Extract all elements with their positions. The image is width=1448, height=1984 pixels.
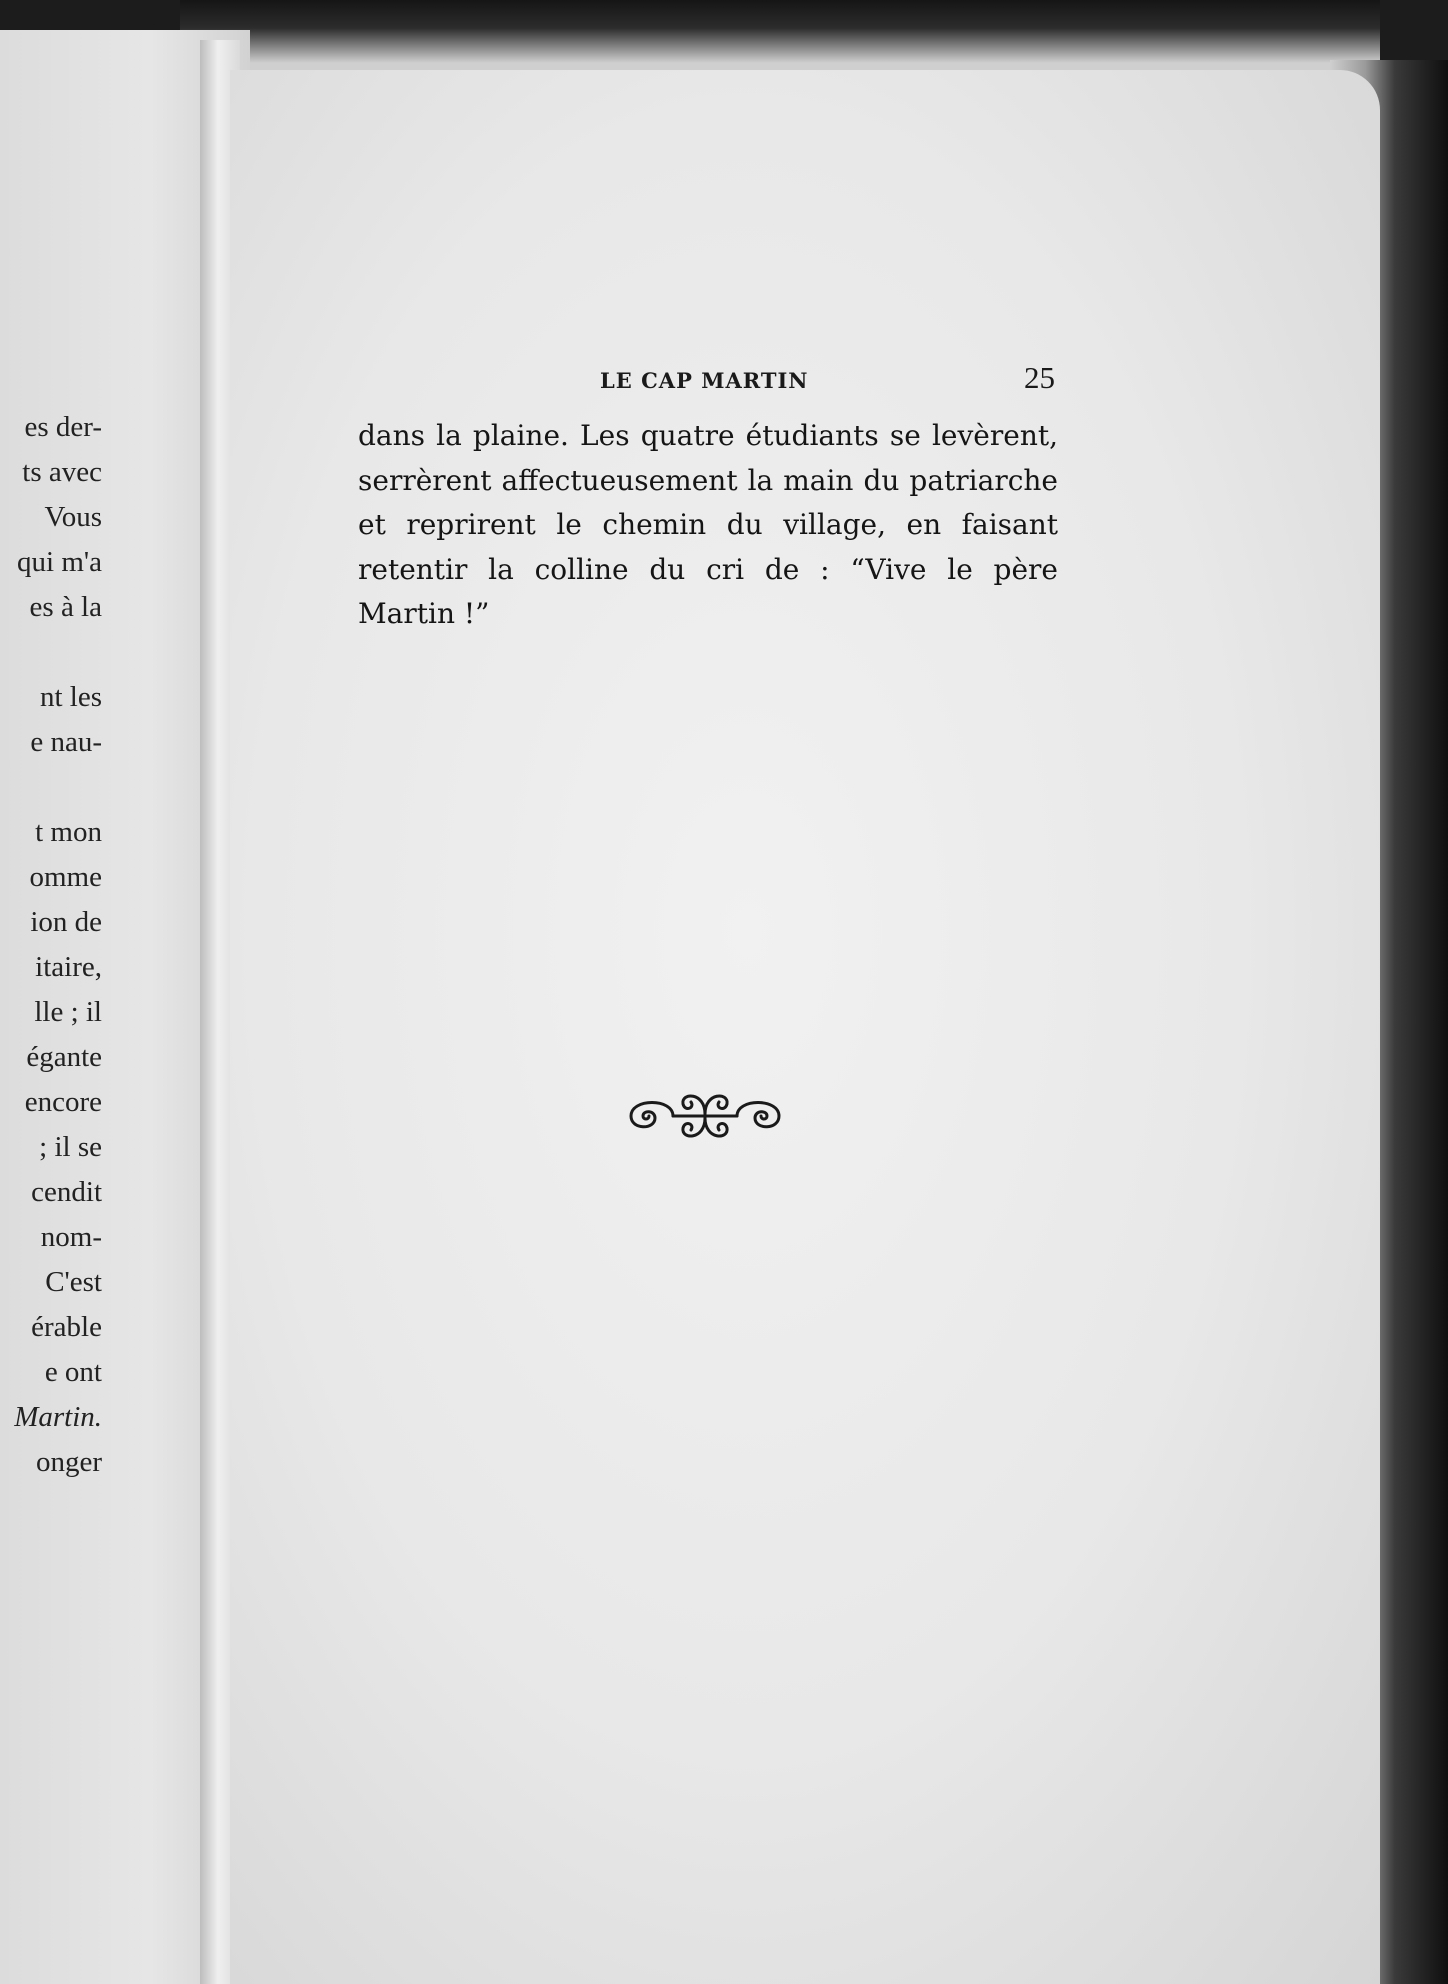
left-line: t mon [35, 816, 102, 848]
left-line: C'est [45, 1266, 102, 1298]
previous-page-text [0, 30, 102, 1485]
left-line: Vous [44, 501, 102, 533]
left-line: nom- [40, 1221, 102, 1253]
text-line: serrèrent affectueusement la main du patriarche [358, 463, 1058, 497]
fleuron-ornament-icon [625, 1084, 785, 1148]
left-line: encore [24, 1086, 102, 1118]
left-line: omme [29, 861, 102, 893]
running-head [600, 360, 1055, 396]
text-line: dans la plaine. Les quatre étudiants se levèrent, [358, 419, 1058, 452]
text-line: retentir la colline du cri de : “Vive le père [358, 552, 1058, 586]
left-line: e ont [44, 1356, 102, 1388]
text-line: et reprirent le chemin du village, en faisant [358, 508, 1058, 541]
left-line: e nau- [30, 726, 102, 758]
top-page-edges [180, 0, 1380, 70]
left-line: itaire, [35, 951, 102, 983]
body-text [358, 414, 1058, 637]
left-line: érable [31, 1311, 102, 1343]
left-line: qui m'a [17, 546, 102, 578]
running-head-title: LE CAP MARTIN [600, 368, 809, 393]
left-line: ; il se [39, 1131, 102, 1163]
left-line: lle ; il [34, 996, 102, 1028]
left-line: es der- [24, 411, 102, 443]
left-line: ion de [30, 906, 102, 938]
page-number: 25 [1024, 360, 1055, 395]
left-line: ts avec [22, 456, 102, 488]
left-line: cendit [31, 1176, 102, 1208]
left-line: nt les [39, 681, 102, 713]
left-line: Martin. [14, 1401, 102, 1433]
left-blank [0, 765, 102, 810]
text-line: Martin !” [358, 597, 490, 630]
left-line: égante [26, 1041, 102, 1073]
left-line: onger [35, 1446, 102, 1478]
left-line: es à la [29, 591, 102, 623]
current-page [230, 70, 1380, 1984]
left-blank [0, 630, 102, 675]
